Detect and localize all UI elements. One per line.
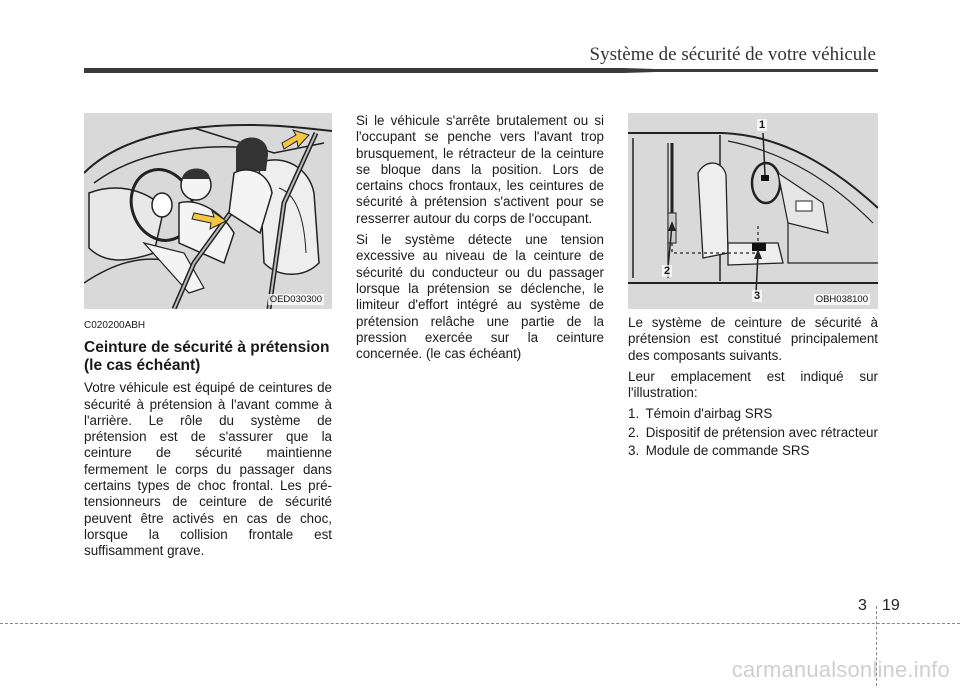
callout-3: 3: [754, 290, 761, 302]
figure-vehicle-srs-components: [628, 113, 878, 309]
column-middle: [356, 113, 604, 367]
components-paragraph: Le système de ceinture de sécurité à prétension est constitué principalement des composants suivants.: [628, 315, 878, 363]
column-right: [628, 315, 878, 461]
figure-pretensioner-occupants: [84, 113, 332, 309]
load-limiter-paragraph: Si le système détecte une tension excessive au niveau de la ceinture de sécurité du conducteur ou du passager lorsque la prétension se déclenche, le limiteur d'effort intégré au système de prétension relâche une partie de la pression exercée sur la ceinture concernée. (le cas échéant): [356, 232, 604, 362]
location-paragraph: Leur emplacement est indiqué sur l'illustration:: [628, 368, 878, 401]
pretensioner-occupants-illustration-icon: [84, 113, 332, 309]
section-heading: Ceinture de sécurité à prétension (le cas échéant): [84, 339, 330, 375]
footer-divider: [0, 623, 960, 624]
list-item: 2. Dispositif de prétension avec rétracteur: [628, 424, 878, 440]
list-item: 1. Témoin d'airbag SRS: [628, 406, 773, 422]
page-header-title: Système de sécurité de votre véhicule: [589, 44, 876, 65]
callout-1: 1: [759, 119, 766, 131]
section-code: C020200ABH: [84, 320, 146, 331]
list-item: 3. Module de commande SRS: [628, 443, 810, 459]
retractor-paragraph: Si le véhicule s'arrête brutalement ou si l'occupant se penche vers l'avant trop brusquement, le rétracteur de la ceinture se bloque dans la position. Lors de certains chocs frontaux, les ceintures de sécurité à prétension s'activent pour se resserrer autour du corps de l'occupant.: [356, 113, 604, 226]
callout-2: 2: [664, 265, 671, 277]
watermark: carmanualsonline.info: [731, 657, 950, 682]
intro-paragraph: Votre véhicule est équipé de ceintures de sécurité à prétension à l'avant comme à l'arrière. Le rôle du système de prétension est de s'assurer que la ceinture de sécurité maintienne fermement le corps du passager dans certains types de choc frontal. Les pré-tensionneurs de ceinture de sécurité peuvent être activés en cas de choc, lorsque la collision frontale est suffisamment grave.: [84, 380, 332, 559]
page-number: 19: [882, 597, 900, 614]
header-rule-right: [575, 69, 878, 72]
page-chapter: 3: [858, 597, 867, 614]
figure-code: OBH038100: [815, 294, 868, 305]
figure-code: OED030300: [269, 294, 322, 305]
column-left: [84, 318, 332, 565]
components-list: [628, 406, 878, 459]
vehicle-interior-srs-illustration-icon: [628, 113, 878, 309]
